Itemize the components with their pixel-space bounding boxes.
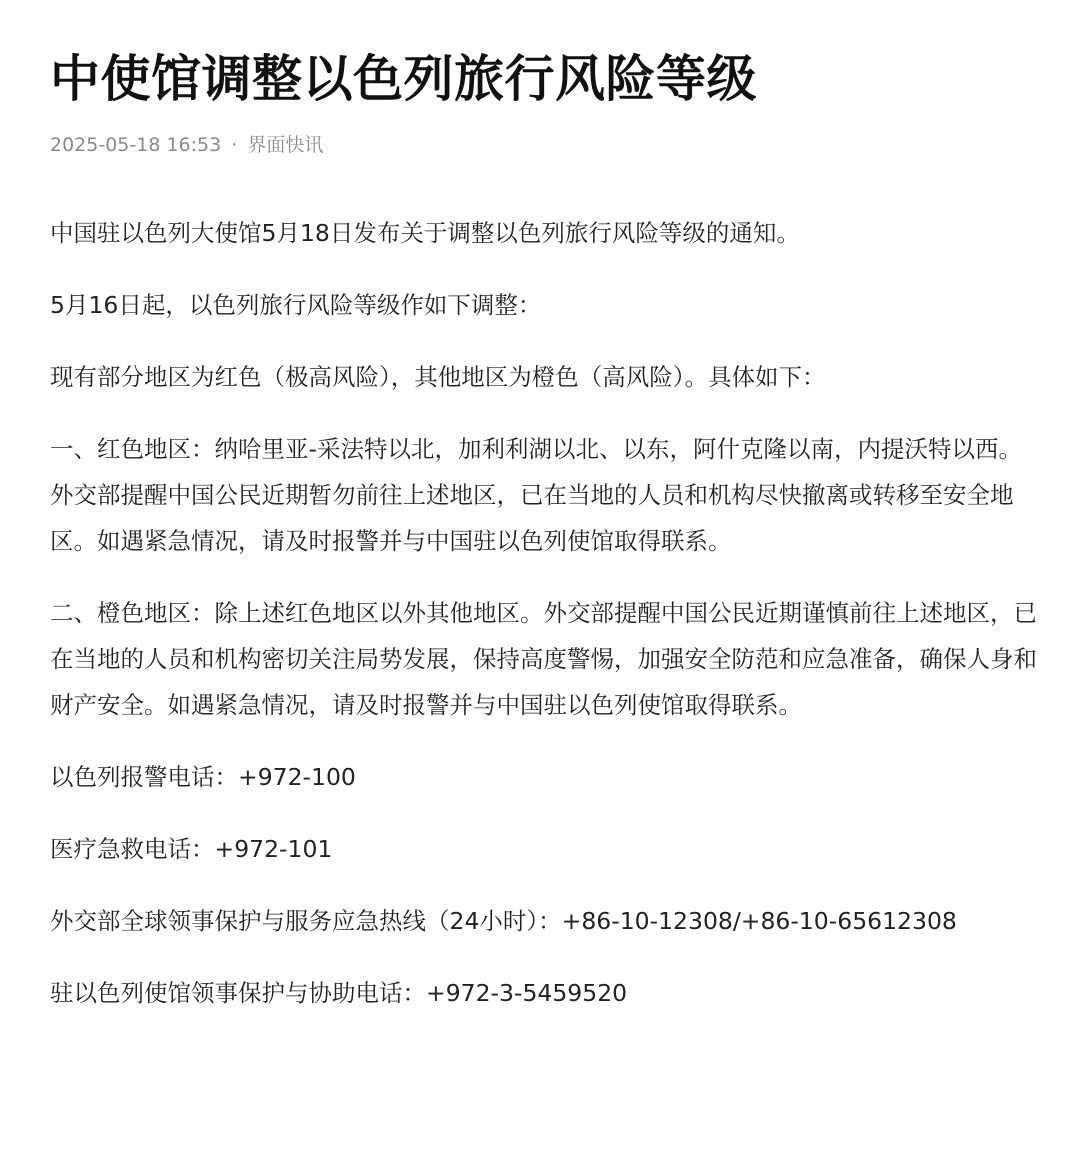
source-name[interactable]: 界面快讯 bbox=[247, 134, 324, 156]
paragraph-medical-phone: 医疗急救电话：+972-101 bbox=[50, 835, 333, 863]
article-meta bbox=[50, 132, 1043, 158]
paragraph-summary: 现有部分地区为红色（极高风险），其他地区为橙色（高风险）。具体如下： bbox=[50, 363, 826, 391]
paragraph-red-zone: 一、红色地区：纳哈里亚-采法特以北，加利利湖以北、以东，阿什克隆以南，内提沃特以西。外交部提醒中国公民近期暂勿前往上述地区，已在当地的人员和机构尽快撤离或转移至安全地区。如遇紧急情况，请及时报警并与中国驻以色列使馆取得联系。 bbox=[50, 435, 1022, 555]
paragraph-effective-date: 5月16日起，以色列旅行风险等级作如下调整： bbox=[50, 291, 542, 319]
paragraph-embassy-phone: 驻以色列使馆领事保护与协助电话：+972-3-5459520 bbox=[50, 979, 628, 1007]
article-body bbox=[50, 210, 1043, 1016]
paragraph-police-phone: 以色列报警电话：+972-100 bbox=[50, 763, 356, 791]
publish-datetime: 2025-05-18 16:53 bbox=[50, 134, 222, 156]
meta-separator: · bbox=[231, 134, 238, 156]
article-title: 中使馆调整以色列旅行风险等级 bbox=[50, 50, 757, 108]
paragraph-orange-zone: 二、橙色地区：除上述红色地区以外其他地区。外交部提醒中国公民近期谨慎前往上述地区，已在当地的人员和机构密切关注局势发展，保持高度警惕，加强安全防范和应急准备，确保人身和财产安全。如遇紧急情况，请及时报警并与中国驻以色列使馆取得联系。 bbox=[50, 599, 1037, 719]
paragraph-hotline: 外交部全球领事保护与服务应急热线（24小时）：+86-10-12308/+86-10-65612308 bbox=[50, 907, 957, 935]
paragraph-intro: 中国驻以色列大使馆5月18日发布关于调整以色列旅行风险等级的通知。 bbox=[50, 219, 800, 247]
